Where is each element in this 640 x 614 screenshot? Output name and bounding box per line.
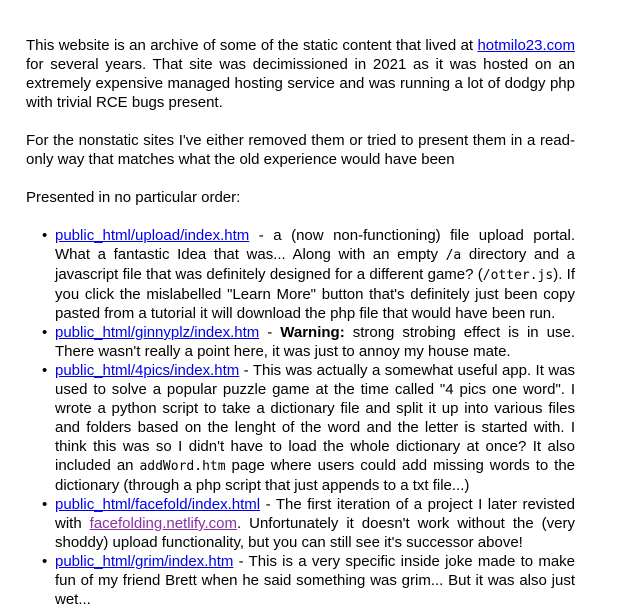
intro-text-after-link: for several years. That site was decimissioned in 2021 as it was hosted on an extremely expensive managed hosting service and was running a lot of dodgy php with trivial RCE bugs present. <box>26 56 575 111</box>
intro-paragraph-2: For the nonstatic sites I've either removed them or tried to present them in a read-only way that matches what the old experience would have been <box>26 132 575 168</box>
separator: - <box>249 227 274 244</box>
hotmilo23-link[interactable]: hotmilo23.com <box>477 37 575 54</box>
intro-text-before-link: This website is an archive of some of the static content that lived at <box>26 37 478 54</box>
list-item <box>55 361 575 495</box>
item-text-c: ). If you click the mislabelled "Learn More" button that's definitely just been copy pasted from a tutorial it will download the php file that would have been run. <box>55 266 575 322</box>
list-item <box>55 323 575 361</box>
4pics-index-link[interactable]: public_html/4pics/index.htm <box>55 362 240 379</box>
item-text-a: strong strobing effect is in use. There wasn't really a point here, it was just to annoy my house mate. <box>55 324 575 360</box>
list-item <box>55 495 575 552</box>
facefolding-netlify-link[interactable]: facefolding.netlify.com <box>89 515 237 532</box>
item-text-a: a (now non-functioning) file upload portal. What a fantastic Idea that was... Along with an empty <box>55 227 575 263</box>
item-text-a: This was actually a somewhat useful app. It was used to solve a popular puzzle game at the time called "4 pics one word". I wrote a python script to take a dictionary file and split it up into various files and folders based on the lenght of the word and the letter is started with. I think this was so I didn't have to load the whole dictionary at once? It also included an <box>55 362 575 474</box>
facefold-index-link[interactable]: public_html/facefold/index.html <box>55 496 261 513</box>
inline-code-a-directory: /a <box>445 248 462 263</box>
separator: - <box>233 553 249 570</box>
intro-paragraph-1 <box>26 36 575 112</box>
upload-index-link[interactable]: public_html/upload/index.htm <box>55 227 250 244</box>
inline-code-addword-htm: addWord.htm <box>139 459 226 474</box>
item-text-a: The first iteration of a project I later revisted with <box>55 496 575 532</box>
intro-paragraph-3: Presented in no particular order: <box>26 189 241 206</box>
inline-code-otter-js: /otter.js <box>482 268 554 283</box>
item-text-a: This is a very specific inside joke made to make fun of my friend Brett when he said something was grim... But it was also just wet... <box>55 553 576 608</box>
list-item <box>55 226 575 323</box>
warning-label: Warning: <box>280 324 345 341</box>
grim-index-link[interactable]: public_html/grim/index.htm <box>55 553 234 570</box>
separator: - <box>259 324 281 341</box>
archive-list <box>26 226 575 609</box>
ginnyplz-index-link[interactable]: public_html/ginnyplz/index.htm <box>55 324 260 341</box>
separator: - <box>260 496 276 513</box>
separator: - <box>239 362 253 379</box>
item-text-b: . Unfortunately it doesn't work without the (very shoddy) upload functionality, but you can still see it's successor above! <box>55 515 575 551</box>
list-item <box>55 552 575 609</box>
item-text-b: directory and a javascript file that was definitely designed for a different game? ( <box>55 246 576 283</box>
item-text-b: page where users could add missing words to the dictionary (through a php script that just appends to a txt file...) <box>55 457 576 494</box>
